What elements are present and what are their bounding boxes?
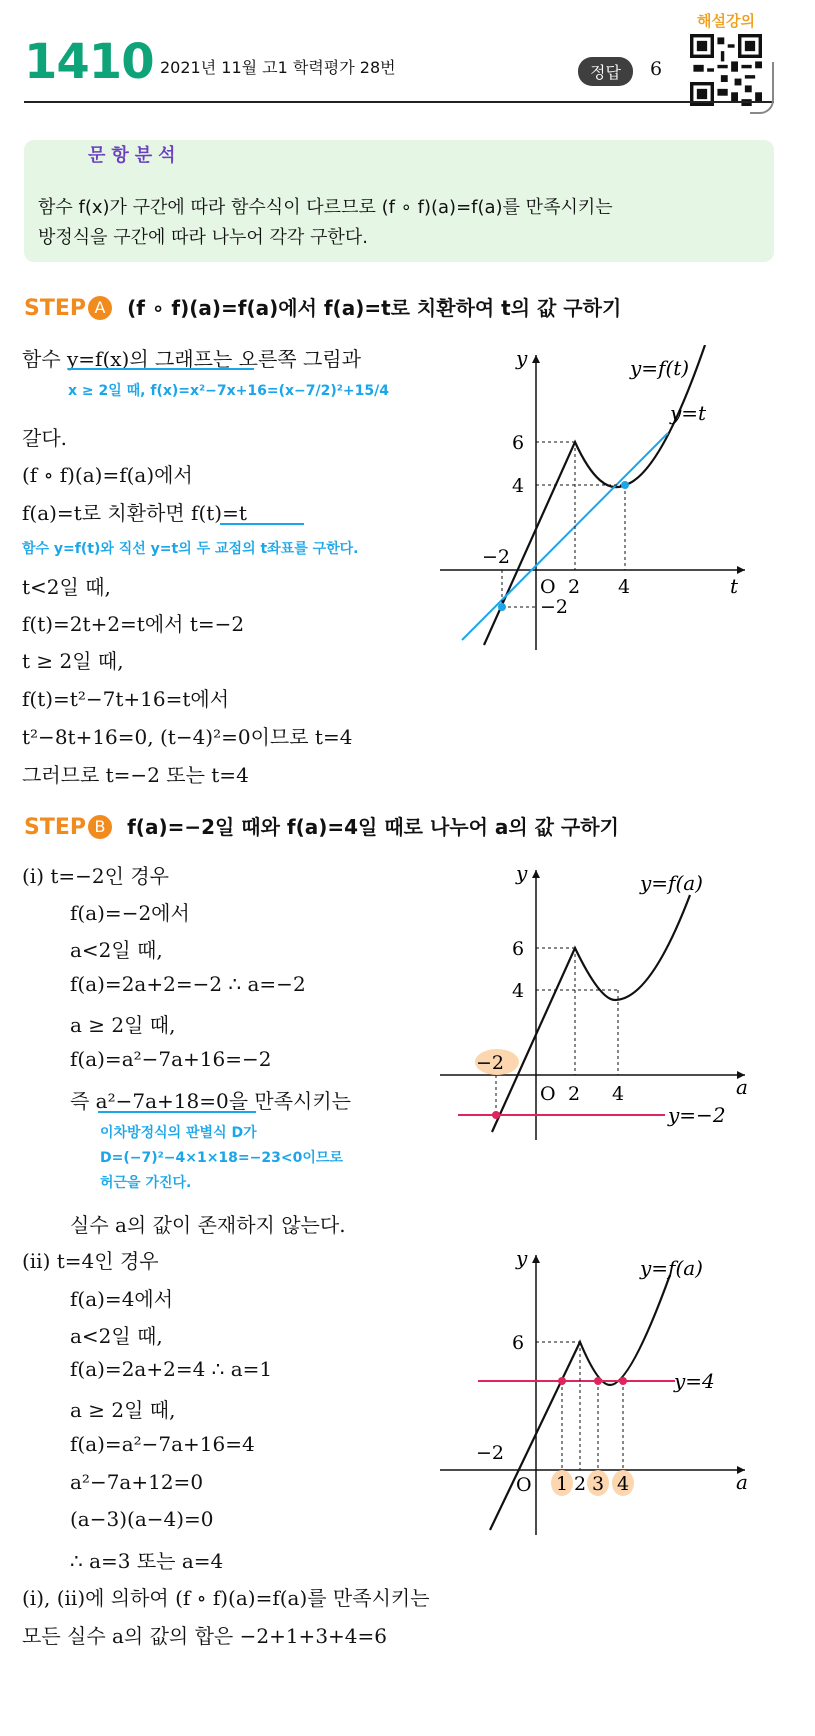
graph-3 <box>440 1245 760 1535</box>
step-b-label: STEP <box>24 815 87 840</box>
graph1-point-2 <box>621 481 629 489</box>
step-a-line-8: f(t)=t²−7t+16=t에서 <box>22 687 230 711</box>
case1-line-7: 즉 a²−7a+18=0을 만족시키는 <box>70 1089 351 1113</box>
graph1-tick-xneg2: −2 <box>482 546 511 568</box>
step-a-line-7: t ≥ 2일 때, <box>22 649 124 673</box>
graph3-y-label: y <box>516 1246 528 1270</box>
graph1-tick-y4: 4 <box>512 475 525 497</box>
graph1-line-label: y=t <box>670 401 707 425</box>
graph3-tick-yneg2: −2 <box>476 1442 505 1464</box>
graph3-point-1 <box>558 1377 566 1385</box>
case1-line-5: a ≥ 2일 때, <box>70 1013 176 1037</box>
answer-value: 6 <box>650 58 663 80</box>
step-a-line-1: 함수 y=f(x)의 그래프는 오른쪽 그림과 <box>22 347 361 371</box>
conclusion-line-2: 모든 실수 a의 값의 합은 −2+1+3+4=6 <box>22 1624 388 1648</box>
graph3-point-2 <box>594 1377 602 1385</box>
graph1-tick-yneg2: −2 <box>540 596 569 618</box>
step-a-note-2: 함수 y=f(t)와 직선 y=t의 두 교점의 t좌표를 구한다. <box>22 541 359 557</box>
case2-line-7: a²−7a+12=0 <box>70 1470 204 1494</box>
graph2-origin: O <box>540 1083 556 1105</box>
graph2-line-label: y=−2 <box>668 1103 726 1127</box>
case2-line-8: (a−3)(a−4)=0 <box>70 1507 214 1531</box>
analysis-title: 문항분석 <box>88 145 182 166</box>
graph2-curve-label: y=f(a) <box>640 871 703 895</box>
graph3-tick-y6: 6 <box>512 1332 525 1354</box>
case1-line-1: (ⅰ) t=−2인 경우 <box>22 864 169 888</box>
case1-line-4: f(a)=2a+2=−2 ∴ a=−2 <box>70 972 306 996</box>
header-rule <box>24 101 774 103</box>
graph3-x-label: a <box>736 1470 748 1494</box>
graph-1 <box>440 345 760 650</box>
case2-line-5: a ≥ 2일 때, <box>70 1398 176 1422</box>
graph2-tick-x2: 2 <box>568 1083 581 1105</box>
step-a-line-4: f(a)=t로 치환하면 f(t)=t <box>22 501 247 525</box>
graph1-y-label: y <box>516 346 528 370</box>
case2-line-1: (ⅱ) t=4인 경우 <box>22 1249 159 1273</box>
problem-source: 2021년 11월 고1 학력평가 28번 <box>160 58 396 77</box>
analysis-line-2: 방정식을 구간에 따라 나누어 각각 구한다. <box>38 227 368 248</box>
graph3-line-label: y=4 <box>674 1369 715 1393</box>
step-b-heading <box>24 811 619 840</box>
graph2-tick-y4: 4 <box>512 980 525 1002</box>
analysis-text <box>38 193 758 253</box>
graph2-x-label: a <box>736 1075 748 1099</box>
case2-line-6: f(a)=a²−7a+16=4 <box>70 1432 255 1456</box>
graph3-origin: O <box>516 1474 532 1496</box>
graph2-tick-y6: 6 <box>512 938 525 960</box>
graph3-curve-label: y=f(a) <box>640 1256 703 1280</box>
graph3-tick-x2: 2 <box>574 1473 587 1495</box>
case1-line-3: a<2일 때, <box>70 938 163 962</box>
underline-3 <box>98 1111 256 1113</box>
graph1-tick-x2: 2 <box>568 576 581 598</box>
graph3-tick-x4: 4 <box>617 1473 630 1495</box>
graph2-y-label: y <box>516 861 528 885</box>
step-a-line-2: 갈다. <box>22 426 67 450</box>
graph2-tick-xneg2: −2 <box>476 1052 505 1074</box>
graph3-point-3 <box>619 1377 627 1385</box>
step-a-heading <box>24 292 621 321</box>
lecture-link[interactable]: 해설강의 <box>697 12 755 30</box>
graph-2 <box>440 860 760 1140</box>
conclusion-line-1: (ⅰ), (ⅱ)에 의하여 (f ∘ f)(a)=f(a)를 만족시키는 <box>22 1586 430 1610</box>
step-a-line-9: t²−8t+16=0, (t−4)²=0이므로 t=4 <box>22 725 353 749</box>
step-b-badge: B <box>88 815 112 839</box>
graph2-point <box>492 1111 500 1119</box>
graph1-origin: O <box>540 576 556 598</box>
graph1-tick-x4: 4 <box>618 576 631 598</box>
case1-line-2: f(a)=−2에서 <box>70 901 190 925</box>
step-a-line-10: 그러므로 t=−2 또는 t=4 <box>22 763 249 787</box>
graph2-tick-x4: 4 <box>612 1083 625 1105</box>
underline-2 <box>220 523 304 525</box>
step-a-line-5: t<2일 때, <box>22 575 111 599</box>
step-b-title: f(a)=−2일 때와 f(a)=4일 때로 나누어 a의 값 구하기 <box>127 815 619 839</box>
step-a-label: STEP <box>24 296 87 321</box>
step-a-note-1: x ≥ 2일 때, f(x)=x²−7x+16=(x−7/2)²+15/4 <box>68 383 389 399</box>
case1-line-8: 실수 a의 값이 존재하지 않는다. <box>70 1213 346 1237</box>
step-a-badge: A <box>88 296 112 320</box>
case1-line-6: f(a)=a²−7a+16=−2 <box>70 1047 272 1071</box>
graph2-curve <box>492 895 690 1132</box>
case2-line-9: ∴ a=3 또는 a=4 <box>70 1549 224 1573</box>
step-a-line-3: (f ∘ f)(a)=f(a)에서 <box>22 463 193 487</box>
case2-line-4: f(a)=2a+2=4 ∴ a=1 <box>70 1357 273 1381</box>
graph3-tick-x3: 3 <box>592 1473 605 1495</box>
case2-line-3: a<2일 때, <box>70 1324 163 1348</box>
graph3-tick-x1: 1 <box>556 1473 569 1495</box>
graph1-x-label: t <box>730 574 739 598</box>
case1-note-3: 허근을 가진다. <box>100 1175 192 1191</box>
step-a-line-6: f(t)=2t+2=t에서 t=−2 <box>22 612 245 636</box>
step-a-title: (f ∘ f)(a)=f(a)에서 f(a)=t로 치환하여 t의 값 구하기 <box>127 296 622 320</box>
case1-note-1: 이차방정식의 판별식 D가 <box>100 1125 257 1141</box>
graph1-curve-label: y=f(t) <box>630 356 690 380</box>
case2-line-2: f(a)=4에서 <box>70 1287 174 1311</box>
answer-badge: 정답 <box>578 57 633 86</box>
problem-number: 1410 <box>24 34 154 90</box>
analysis-line-1: 함수 f(x)가 구간에 따라 함수식이 다르므로 (f ∘ f)(a)=f(a)를 만족시키는 <box>38 197 613 218</box>
graph1-point-1 <box>498 603 506 611</box>
case1-note-2: D=(−7)²−4×1×18=−23<0이므로 <box>100 1150 343 1166</box>
header-corner <box>750 62 774 114</box>
underline-1 <box>68 368 254 370</box>
graph1-tick-y6: 6 <box>512 432 525 454</box>
